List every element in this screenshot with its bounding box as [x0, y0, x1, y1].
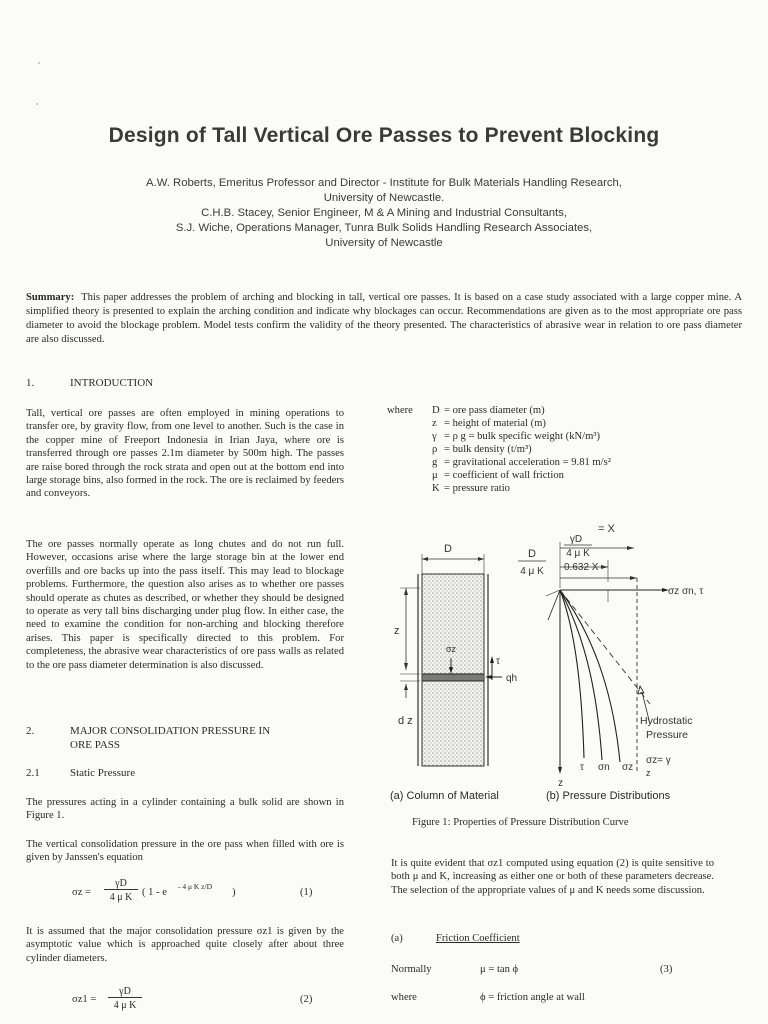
var-definition: = bulk density (t/m³)	[444, 444, 532, 455]
figure-1-diagram	[384, 512, 714, 794]
eq1-number: (1)	[300, 887, 313, 898]
d-numerator: D	[528, 548, 536, 560]
var-definition: = coefficient of wall friction	[444, 470, 564, 481]
phi-definition: ϕ = friction angle at wall	[480, 992, 585, 1003]
var-symbol: γ	[432, 431, 437, 442]
summary-text: This paper addresses the problem of arching and blocking in tall, vertical ore passes. It is based on a case study associated with a large copper mine. A simplified theory is presented to explain the arching condition and indicate why blockages can occur. Recommendations are given as to the most appropriate ore pass diameter to avoid the blockage problem. Model tests confirm the validity of the theory presented. The characteristics of abrasive wear in relation to ore pass diameter are also discussed.	[26, 292, 742, 345]
static-paragraph-1: The pressures acting in a cylinder containing a bulk solid are shown in Figure 1.	[26, 797, 344, 822]
top-denominator: 4 μ K	[566, 548, 590, 559]
vertical-axis-label: z	[558, 778, 563, 789]
column-of-material	[400, 554, 502, 766]
eq1-numerator: γD	[104, 878, 138, 890]
scan-speck	[38, 62, 40, 64]
var-definition: = pressure ratio	[444, 483, 510, 494]
where-label: where	[387, 405, 413, 416]
figure-caption: Figure 1: Properties of Pressure Distribution Curve	[412, 817, 629, 828]
column-height-label: z	[394, 625, 400, 637]
var-symbol: K	[432, 483, 440, 494]
eq1-body: ( 1 - e	[142, 887, 167, 898]
top-equals-x: = X	[598, 523, 615, 535]
where-label-2: where	[391, 992, 417, 1003]
summary-label: Summary:	[26, 292, 75, 303]
paper-title: Design of Tall Vertical Ore Passes to Prevent Blocking	[108, 124, 660, 147]
eq2-lhs: σz1 =	[72, 994, 97, 1005]
qh-label: qh	[506, 673, 518, 684]
author-line: University of Newcastle.	[323, 192, 445, 204]
author-line: C.H.B. Stacey, Senior Engineer, M & A Mining and Industrial Consultants,	[201, 207, 567, 219]
section-number: 1.	[26, 377, 35, 389]
d-denominator: 4 μ K	[520, 566, 544, 577]
sigma-z-label: σz	[446, 644, 457, 654]
eq2-number: (2)	[300, 994, 313, 1005]
curve-tau-label: τ	[580, 762, 584, 773]
intro-paragraph-2: The ore passes normally operate as long chutes and do not run full. However, occasions arise where the large storage bin at the lower end overfills and ore backs up into the pass itself. This may lead to blockage problems. Furthermore, the question also arises as to whether ore passes should operate as chutes as described, or whether they should be designed to operate as very tall bins discharging under plug flow. In either case, the need to examine the condition for non-arching and blocking therefore arises. This paper is specifically directed to this problem. For completeness, the abrasive wear characteristics of ore pass walls as related to the ore pass diameter determination is also discussed.	[26, 539, 344, 671]
eq2-numerator: γD	[108, 986, 142, 998]
summary	[26, 291, 742, 347]
sigma-z-equals-sub: z	[646, 768, 651, 778]
curve-sigma-z-label: σz	[622, 762, 634, 773]
hydrostatic-label: Hydrostatic	[640, 715, 693, 727]
section-title: MAJOR CONSOLIDATION PRESSURE IN	[70, 725, 271, 737]
intro-paragraph-1: Tall, vertical ore passes are often employed in mining operations to transfer ore, by gravity flow, from one level to another. Such is the case in the copper mine of Freeport Indonesia in Irian Jaya, where ore is transferred through ore passes 2.1m diameter by 500m high. The passes are raise bored through the rock strata and open out at the bottom end into large storage bins, also formed in the rock. The ore is reclaimed by feeders and conveyors.	[26, 408, 344, 500]
column-dz-label: d z	[398, 715, 413, 727]
eq1-exponent: - 4 μ K z/D	[178, 882, 213, 891]
subsection-number: 2.1	[26, 767, 40, 779]
equation-2	[72, 988, 332, 1018]
pressure-label: Pressure	[646, 729, 689, 741]
author-line: University of Newcastle	[325, 237, 443, 249]
eq2-denominator: 4 μ K	[113, 1000, 137, 1011]
var-symbol: z	[432, 418, 437, 429]
scan-speck	[36, 103, 38, 105]
subheading-a-label: (a)	[391, 933, 403, 944]
subsection-title: Static Pressure	[70, 767, 136, 779]
point-632x-label: 0.632 X	[564, 562, 599, 573]
var-symbol: μ	[432, 470, 438, 481]
column-diameter-label: D	[444, 543, 452, 555]
sigma-z-equals-label: σz= γ	[646, 755, 671, 766]
horizontal-axis-label: σz σn, τ	[668, 586, 704, 597]
eq1-denominator: 4 μ K	[109, 892, 133, 903]
section-title: INTRODUCTION	[70, 377, 154, 389]
equation-1	[72, 878, 332, 908]
top-numerator: γD	[569, 534, 583, 545]
var-symbol: g	[432, 457, 438, 468]
eq1-lhs: σz =	[72, 887, 92, 898]
subheading-friction-coefficient: Friction Coefficient	[436, 933, 520, 944]
section-title-cont: ORE PASS	[70, 739, 121, 751]
var-definition: = ρ g = bulk specific weight (kN/m³)	[444, 431, 601, 442]
author-line: S.J. Wiche, Operations Manager, Tunra Bulk Solids Handling Research Associates,	[175, 222, 593, 234]
var-definition: = ore pass diameter (m)	[444, 405, 545, 416]
col2-paragraph-1: It is quite evident that σz1 computed using equation (2) is quite sensitive to both μ and K, increasing as either one or both of these parameters decrease. The selection of the appropriate values of μ and K needs some discussion.	[391, 858, 714, 896]
eq3-number: (3)	[660, 964, 673, 975]
var-symbol: ρ	[432, 444, 438, 455]
section-heading-consolidation	[26, 724, 344, 752]
author-block	[60, 176, 708, 251]
figure-subcaption-b: (b) Pressure Distributions	[546, 790, 671, 802]
normally-label: Normally	[391, 964, 432, 975]
equation-3: μ = tan ϕ	[480, 964, 519, 975]
figure-subcaption-a: (a) Column of Material	[390, 790, 499, 802]
subsection-heading-static	[26, 767, 344, 779]
tau-label: τ	[496, 656, 500, 667]
static-paragraph-2: The vertical consolidation pressure in the ore pass when filled with ore is given by Janssen's equation	[26, 839, 344, 864]
var-definition: = height of material (m)	[444, 418, 546, 429]
var-definition: = gravitational acceleration = 9.81 m/s²	[444, 457, 611, 468]
section-heading-introduction	[26, 377, 344, 389]
section-number: 2.	[26, 725, 35, 737]
variable-definitions	[387, 404, 611, 495]
eq1-close: )	[232, 887, 236, 898]
author-line: A.W. Roberts, Emeritus Professor and Director - Institute for Bulk Materials Handling Research,	[146, 177, 622, 189]
curve-sigma-n-label: σn	[598, 762, 610, 773]
var-symbol: D	[432, 405, 440, 416]
static-paragraph-3: It is assumed that the major consolidation pressure σz1 is given by the asymptotic value which is approached quite closely after about three cylinder diameters.	[26, 926, 344, 964]
